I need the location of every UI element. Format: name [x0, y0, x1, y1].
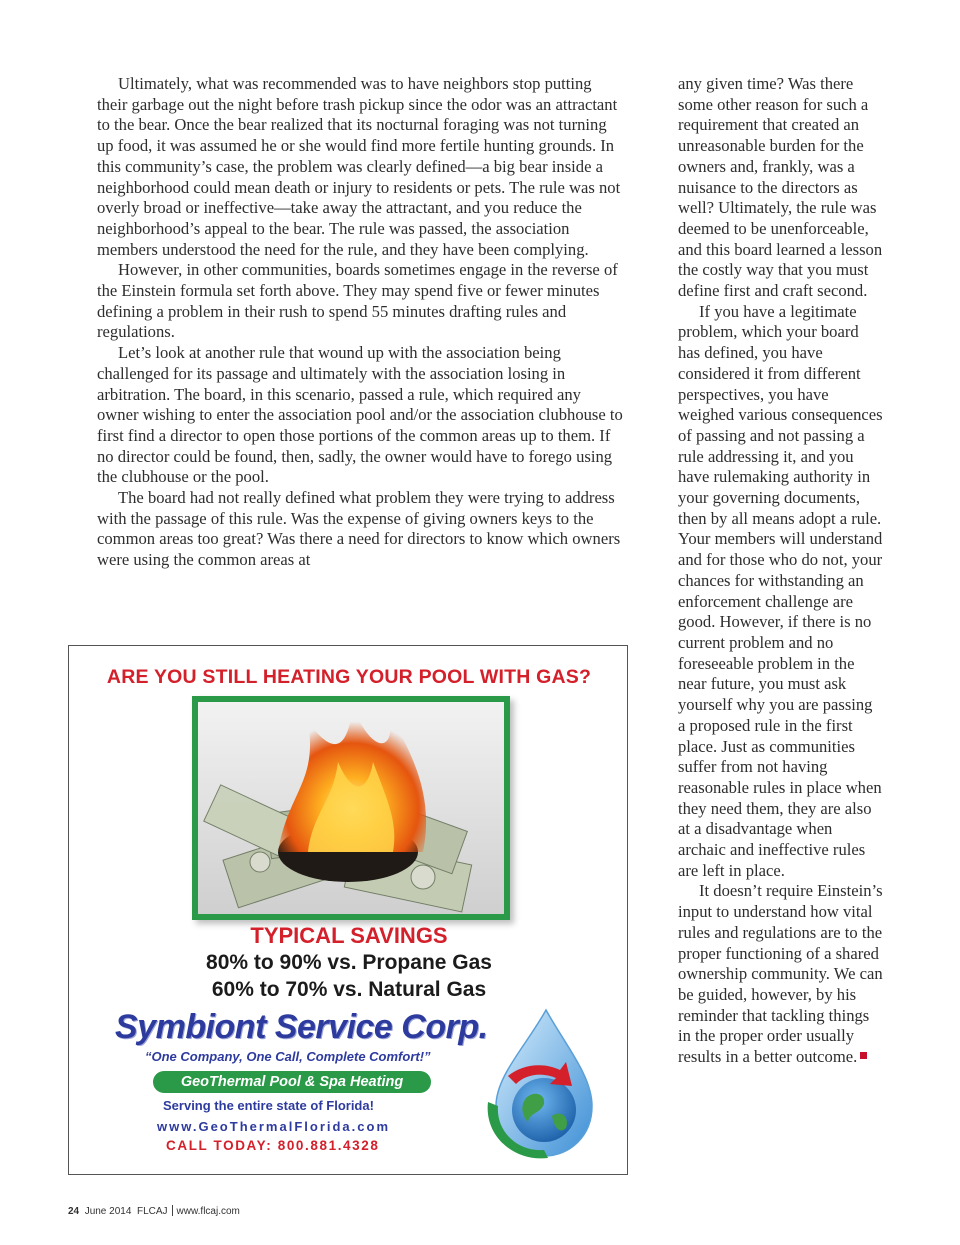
end-of-article-mark — [860, 1052, 867, 1059]
issue-date: June 2014 — [84, 1206, 132, 1217]
ad-service-pill: GeoThermal Pool & Spa Heating — [153, 1071, 431, 1093]
ad-serving-area: Serving the entire state of Florida! — [163, 1098, 374, 1113]
ad-tagline: “One Company, One Call, Complete Comfort!” — [145, 1049, 431, 1064]
publication-website[interactable]: www.flcaj.com — [176, 1206, 240, 1217]
article-paragraph: any given time? Was there some other reason for such a requirement that created an unreasonable burden for the owners and, frankly, was a nuisance to the directors as well? Ultimately, the rule was deemed to be unenforceable, and this board learned a lesson the costly way that you must define first and craft second. — [678, 74, 883, 301]
ad-savings-title: TYPICAL SAVINGS — [250, 923, 448, 948]
page-footer — [68, 1205, 240, 1217]
article-paragraph: The board had not really defined what problem they were trying to address with the passage of this rule. Was the expense of giving owners keys to the common areas too great? Was there a need for directors to know which owners were using the common areas at — [97, 488, 621, 570]
ad-savings-propane: 80% to 90% vs. Propane Gas — [206, 951, 492, 974]
ad-headline: ARE YOU STILL HEATING YOUR POOL WITH GAS? — [106, 666, 592, 688]
ad-savings-natural-gas: 60% to 70% vs. Natural Gas — [211, 978, 487, 1001]
article-paragraph: If you have a legitimate problem, which your board has defined, you have considered it from different perspectives, you have weighed various consequences of passing and not passing a rule addressing it, and you have rulemaking authority in your governing documents, then by all means adopt a rule. Your members will understand and for those who do not, your chances for withstanding an enforcement challenge are good. However, if there is no current problem and no foreseeable problem in the near future, you must ask yourself why you are passing a proposed rule in the first place. Just as communities suffer from not having reasonable rules in place when they need them, they are also at a disadvantage when archaic and ineffective rules are left in place. — [678, 301, 883, 880]
advertisement[interactable] — [68, 645, 628, 1175]
ad-phone-number[interactable]: CALL TODAY: 800.881.4328 — [166, 1138, 380, 1153]
publication-name: FLCAJ — [136, 1206, 168, 1217]
article-column-right — [678, 74, 883, 1068]
article-paragraph: Ultimately, what was recommended was to have neighbors stop putting their garbage out the night before trash pickup since the odor was an attractant to the bear. Once the bear realized that its nocturnal foraging was not turning up food, it was assumed he or she would find more fertile hunting grounds. In this community’s case, the problem was clearly defined—a big bear inside a neighborhood could mean death or injury to residents or pets. The rule was not overly broad or ineffective—take away the attractant, and you reduce the neighborhood’s appeal to the bear. The rule was passed, the association members understood the need for the rule, and they have been complying. — [97, 74, 621, 259]
burning-money-photo — [192, 696, 510, 920]
article-paragraph: However, in other communities, boards sometimes engage in the reverse of the Einstein formula set forth above. They may spend five or fewer minutes defining a problem in their rush to spend 55 minutes drafting rules and regulations. — [97, 260, 618, 342]
article-paragraph-last — [678, 881, 883, 1067]
article-paragraph: Let’s look at another rule that wound up with the association being challenged for its passage and ultimately with the association losing in arbitration. The board, in this scenario, passed a rule, which required any owner wishing to enter the association pool and/or the association clubhouse to first find a director to open those portions of the common areas up to them. If no director could be found, then, sadly, the owner would have to forego using the clubhouse or the pool. — [97, 343, 623, 487]
water-drop-globe-icon — [474, 1006, 604, 1164]
footer-divider — [172, 1205, 173, 1216]
article-paragraph-text: It doesn’t require Einstein’s input to understand how vital rules and regulations are to the proper functioning of a shared ownership community. We can be guided, however, by his reminder that tackling things in the proper order usually results in a better outcome. — [678, 881, 883, 1067]
page-number: 24 — [68, 1206, 80, 1217]
ad-website-link[interactable]: www.GeoThermalFlorida.com — [157, 1119, 390, 1134]
ad-company-name: Symbiont Service Corp. — [115, 1008, 488, 1046]
article-column-left — [97, 74, 625, 571]
